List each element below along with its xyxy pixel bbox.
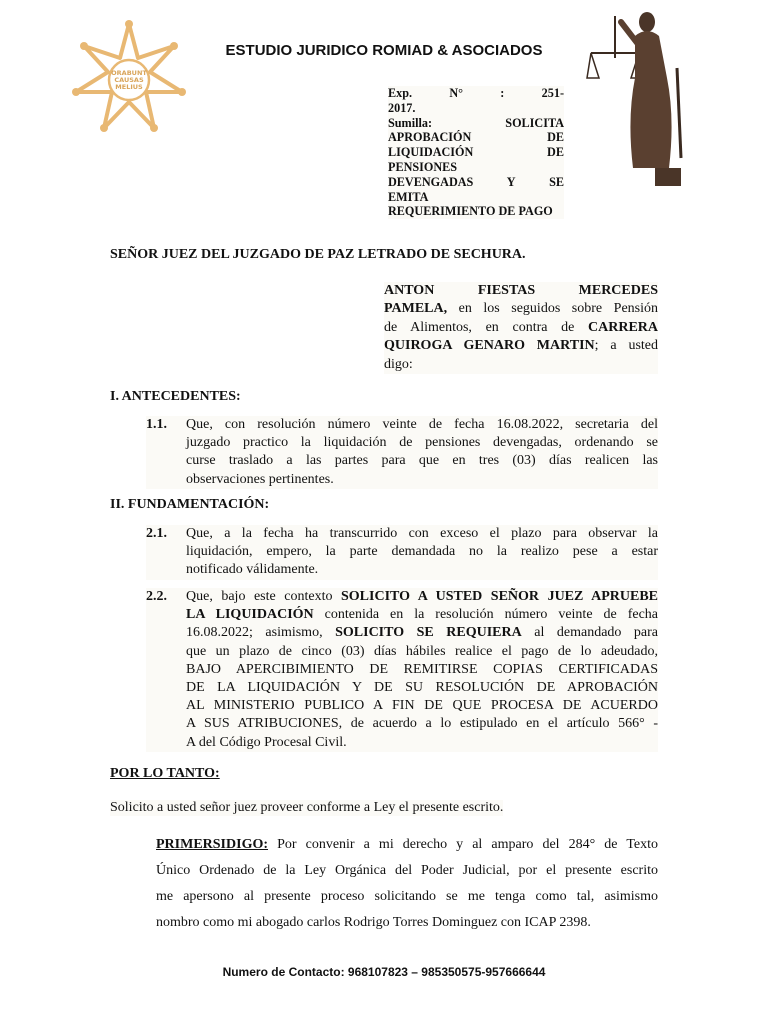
primer-otrosi-paragraph: PRIMERSIDIGO: Por convenir a mi derecho y al amparo del 284° de Texto Único Ordenado de la Ley Orgánica del Poder Judicial, por el presente escrito me apersono al presente proceso solicitando se me tenga como tal, asimismo nombro como mi abogado carlos Rodrigo Torres Dominguez con ICAP 2398. <box>156 837 658 930</box>
sumilla-line: APROBACIÓN DE <box>388 130 564 145</box>
firm-name: ESTUDIO JURIDICO ROMIAD & ASOCIADOS <box>225 42 543 59</box>
svg-text:MELIUS: MELIUS <box>115 83 143 91</box>
svg-text:ORABUNT: ORABUNT <box>111 69 147 77</box>
solicito-paragraph: Solicito a usted señor juez proveer conforme a Ley el presente escrito. <box>110 800 504 815</box>
paragraph-2-2: 2.2. Que, bajo este contexto SOLICITO A USTED SEÑOR JUEZ APRUEBE LA LIQUIDACIÓN contenida en la resolución número veinte de fecha 16.08.2022; asimismo, SOLICITO SE REQUIERA al demandado para que un plazo de cinco (03) días hábiles realice el pago de lo adeudado, BAJO APERCIBIMIENTO DE REMITIRSE COPIAS CERTIFICADAS DE LA LIQUIDACIÓN Y DE SU RESOLUCIÓN DE APROBACIÓN AL MINISTERIO PUBLICO A FIN DE QUE PROCESA DE ACUERDO A SUS ATRIBUCIONES, de acuerdo a lo estipulado en el artículo 566° - A del Código Procesal Civil. <box>146 588 658 752</box>
party-intro: ANTON FIESTAS MERCEDES PAMELA, en los seguidos sobre Pensión de Alimentos, en contra de CARRERA QUIROGA GENARO MARTIN; a usted digo: <box>384 282 658 374</box>
sumilla-line: LIQUIDACIÓN DE <box>388 145 564 160</box>
paragraph-2-1: 2.1. Que, a la fecha ha transcurrido con exceso el plazo para observar la liquidación, empero, la parte demandada no la realizo pese a estar notificado válidamente. <box>146 525 658 580</box>
footer-contact: Numero de Contacto: 968107823 – 985350575-957666644 <box>222 965 546 979</box>
expediente-number: Exp. N° : 251- <box>388 86 564 100</box>
sumilla-line: DEVENGADAS Y SE <box>388 174 564 189</box>
sumilla-line: Sumilla: SOLICITA <box>388 115 564 130</box>
sumilla-line: EMITA <box>388 189 429 204</box>
sumilla-line: PENSIONES <box>388 159 458 174</box>
por-lo-tanto-heading: POR LO TANTO: <box>110 766 220 781</box>
section-antecedentes: I. ANTECEDENTES: <box>110 389 241 404</box>
justice-statue-image <box>585 8 695 188</box>
firm-logo <box>70 20 188 134</box>
addressee-heading: SEÑOR JUEZ DEL JUZGADO DE PAZ LETRADO DE SECHURA. <box>110 247 526 262</box>
expediente-year: 2017. <box>388 100 416 115</box>
section-fundamentacion: II. FUNDAMENTACIÓN: <box>110 497 270 512</box>
case-summary-box <box>388 86 564 219</box>
paragraph-1-1: 1.1. Que, con resolución número veinte de fecha 16.08.2022, secretaria del juzgado practico la liquidación de pensiones devengadas, ordenando se curse traslado a las partes para que en tres (03) días realicen las observaciones pertinentes. <box>146 416 658 489</box>
lady-justice-icon <box>585 8 695 188</box>
sumilla-line: REQUERIMIENTO DE PAGO <box>388 204 553 219</box>
star-seal-icon <box>70 20 188 134</box>
svg-text:CAUSAS: CAUSAS <box>114 76 144 84</box>
